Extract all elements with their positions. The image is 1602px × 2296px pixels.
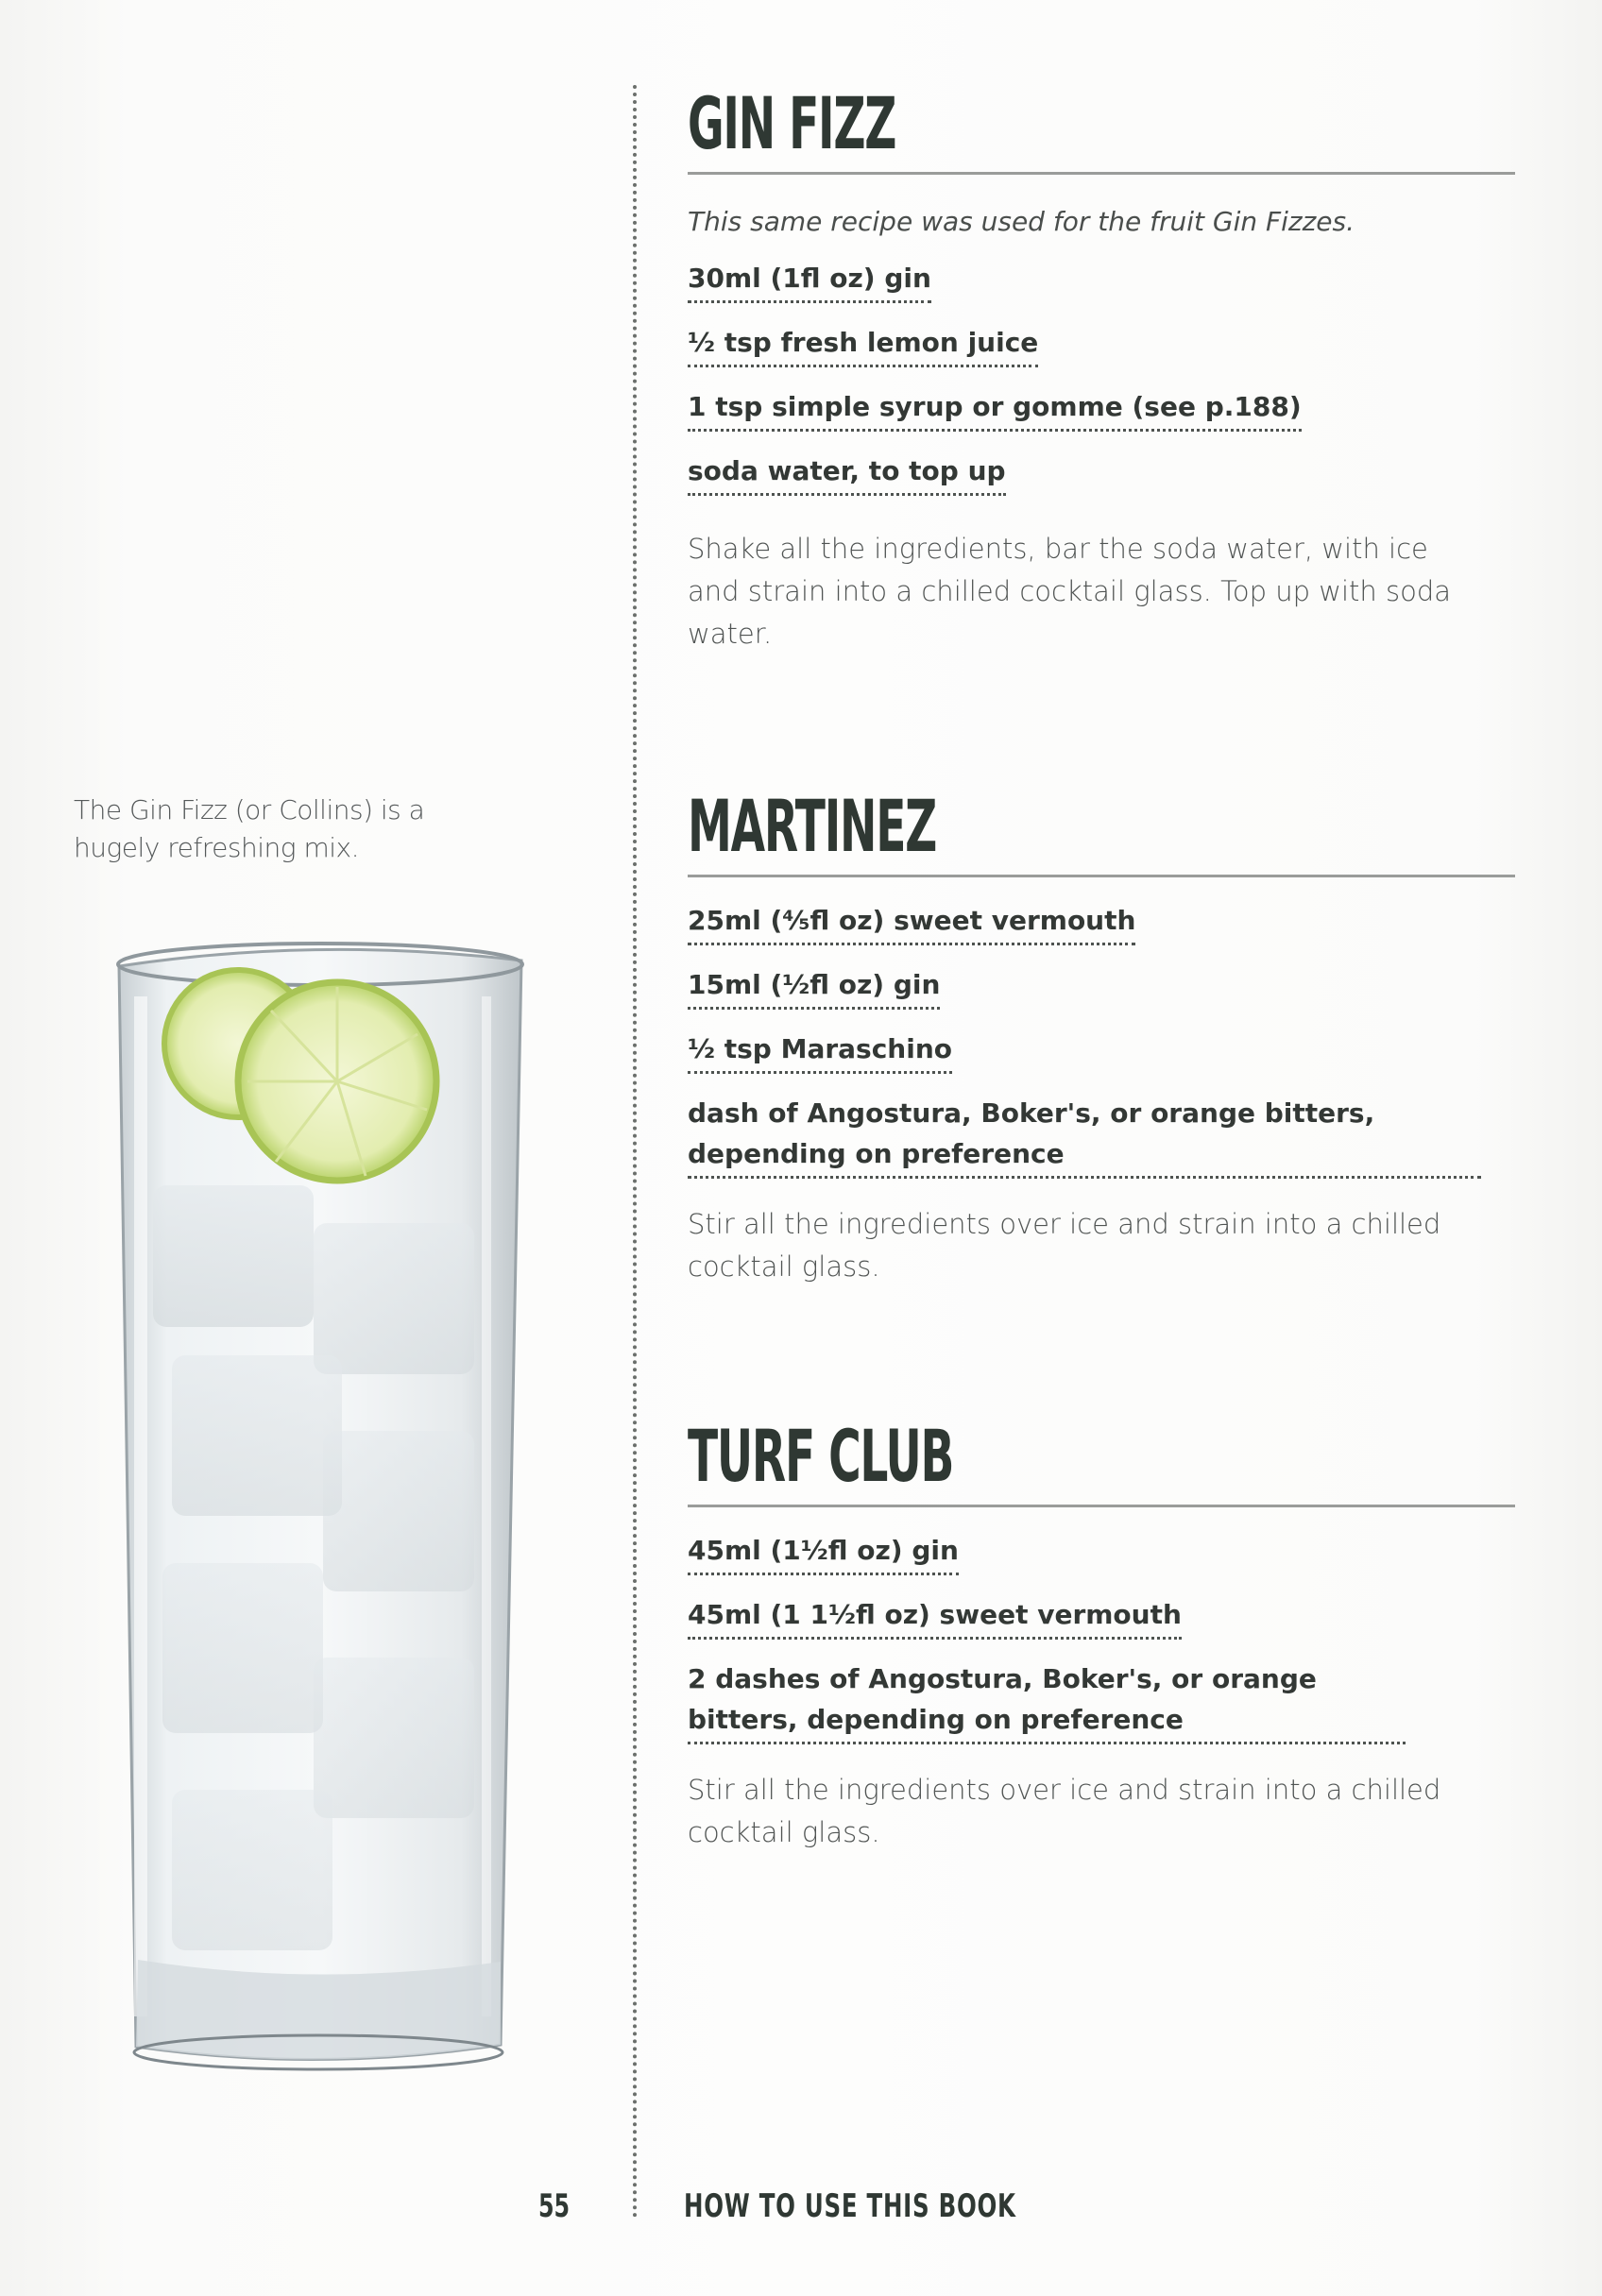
ingredient-text: 30ml (1fl oz) gin bbox=[688, 258, 931, 303]
recipe-title: GIN FIZZ bbox=[688, 81, 896, 165]
ingredient-text: 45ml (1½fl oz) gin bbox=[688, 1530, 959, 1575]
ingredient-item bbox=[688, 1594, 1519, 1640]
ingredient-list bbox=[688, 900, 1519, 1179]
ingredient-item bbox=[688, 1658, 1519, 1744]
ingredient-item bbox=[688, 258, 1519, 303]
page-number: 55 bbox=[538, 2187, 571, 2225]
recipe-turf-club bbox=[688, 1414, 1519, 1854]
recipe-method: Stir all the ingredients over ice and strain into a chilled cocktail glass. bbox=[688, 1774, 1441, 1848]
gin-fizz-glass-photo bbox=[106, 940, 531, 2101]
running-footer-title: HOW TO USE THIS BOOK bbox=[684, 2187, 1016, 2225]
recipe-intro: This same recipe was used for the fruit Gin Fizzes. bbox=[688, 206, 1355, 237]
ingredient-text: ½ tsp Maraschino bbox=[688, 1029, 952, 1074]
ingredient-text: 15ml (½fl oz) gin bbox=[688, 964, 940, 1010]
ingredient-item bbox=[688, 451, 1519, 496]
ingredient-text: 2 dashes of Angostura, Boker's, or orange bitters, depending on preference bbox=[688, 1658, 1406, 1744]
recipe-method: Shake all the ingredients, bar the soda water, with ice and strain into a chilled cocktail glass. Top up with soda water. bbox=[688, 533, 1452, 650]
ingredient-text: ½ tsp fresh lemon juice bbox=[688, 322, 1038, 367]
title-rule bbox=[688, 875, 1515, 877]
title-rule bbox=[688, 1505, 1515, 1507]
dotted-column-divider bbox=[633, 85, 637, 2219]
title-rule bbox=[688, 172, 1515, 175]
ingredient-text: 1 tsp simple syrup or gomme (see p.188) bbox=[688, 386, 1302, 432]
ingredient-list bbox=[688, 258, 1519, 496]
ingredient-item bbox=[688, 1029, 1519, 1074]
recipe-title: TURF CLUB bbox=[688, 1414, 954, 1498]
ingredient-item bbox=[688, 900, 1519, 945]
recipe-martinez bbox=[688, 784, 1519, 1288]
ingredient-item bbox=[688, 1530, 1519, 1575]
ingredient-item bbox=[688, 964, 1519, 1010]
ingredient-text: soda water, to top up bbox=[688, 451, 1006, 496]
recipe-method: Stir all the ingredients over ice and strain into a chilled cocktail glass. bbox=[688, 1208, 1441, 1283]
ingredient-text: dash of Angostura, Boker's, or orange bitters, depending on preference bbox=[688, 1093, 1481, 1179]
ingredient-text: 45ml (1 1½fl oz) sweet vermouth bbox=[688, 1594, 1182, 1640]
ingredient-list bbox=[688, 1530, 1519, 1744]
recipe-gin-fizz bbox=[688, 81, 1519, 655]
ingredient-item bbox=[688, 386, 1519, 432]
recipe-title: MARTINEZ bbox=[688, 784, 937, 868]
ingredient-item bbox=[688, 1093, 1519, 1179]
ingredient-item bbox=[688, 322, 1519, 367]
photo-caption: The Gin Fizz (or Collins) is a hugely refreshing mix. bbox=[74, 794, 425, 863]
ingredient-text: 25ml (⁴⁄₅fl oz) sweet vermouth bbox=[688, 900, 1135, 945]
